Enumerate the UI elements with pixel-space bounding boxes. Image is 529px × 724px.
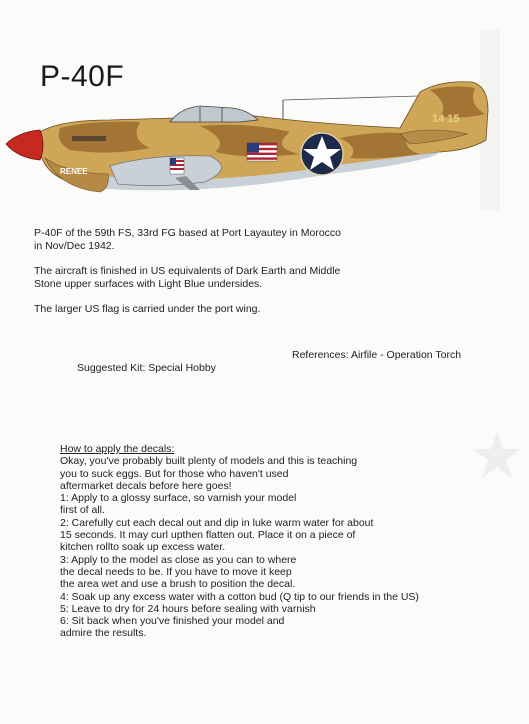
page-title: P-40F (40, 60, 125, 93)
instruction-line: 1: Apply to a glossy surface, so varnish your model (60, 492, 297, 505)
instruction-line: 4: Soak up any excess water with a cotton bud (Q tip to our friends in the US) (60, 590, 419, 603)
suggested-kit-text: Suggested Kit: Special Hobby (77, 362, 216, 374)
small-us-flag-icon (170, 158, 184, 174)
instruction-line: 2: Carefully cut each decal out and dip in luke warm water for about (60, 516, 374, 529)
us-flag-icon (247, 143, 277, 161)
instructions-heading: How to apply the decals: (60, 443, 175, 455)
instruction-line: kitchen rollto soak up excess water. (60, 541, 226, 554)
instruction-line: 3: Apply to the model as close as you can to where (60, 553, 297, 566)
instruction-line: Okay, you've probably built plenty of models and this is teaching (60, 455, 358, 468)
aircraft-profile (0, 70, 529, 220)
description-paragraph-1: P-40F of the 59th FS, 33rd FG based at Port Layautey in Morocco in Nov/Dec 1942. (34, 227, 341, 252)
instruction-line: first of all. (60, 504, 105, 517)
instruction-line: the decal needs to be. If you have to move it keep (60, 565, 292, 578)
description-paragraph-3: The larger US flag is carried under the port wing. (34, 303, 261, 315)
instruction-line: 6: Sit back when you've finished your model and (60, 615, 285, 628)
tail-code: 14 15 (432, 113, 460, 125)
instruction-line: 15 seconds. It may curl upthen flatten out. Place it on a piece of (60, 529, 356, 542)
star-roundel-icon (301, 133, 343, 175)
nose-name: RENEE (60, 167, 88, 176)
instruction-line: aftermarket decals before here goes! (60, 479, 232, 492)
description-paragraph-2: The aircraft is finished in US equivalents of Dark Earth and Middle Stone upper surfaces with Light Blue undersides. (34, 265, 341, 290)
instruction-line: you to suck eggs. But for those who haven't used (60, 467, 289, 480)
decal-instructions (60, 443, 480, 640)
instruction-line: 5: Leave to dry for 24 hours before sealing with varnish (60, 602, 316, 615)
instruction-line: the area wet and use a brush to position the decal. (60, 578, 296, 591)
references-text: References: Airfile - Operation Torch (292, 349, 462, 361)
instruction-line: admire the results. (60, 627, 147, 640)
aircraft-description (34, 227, 474, 328)
